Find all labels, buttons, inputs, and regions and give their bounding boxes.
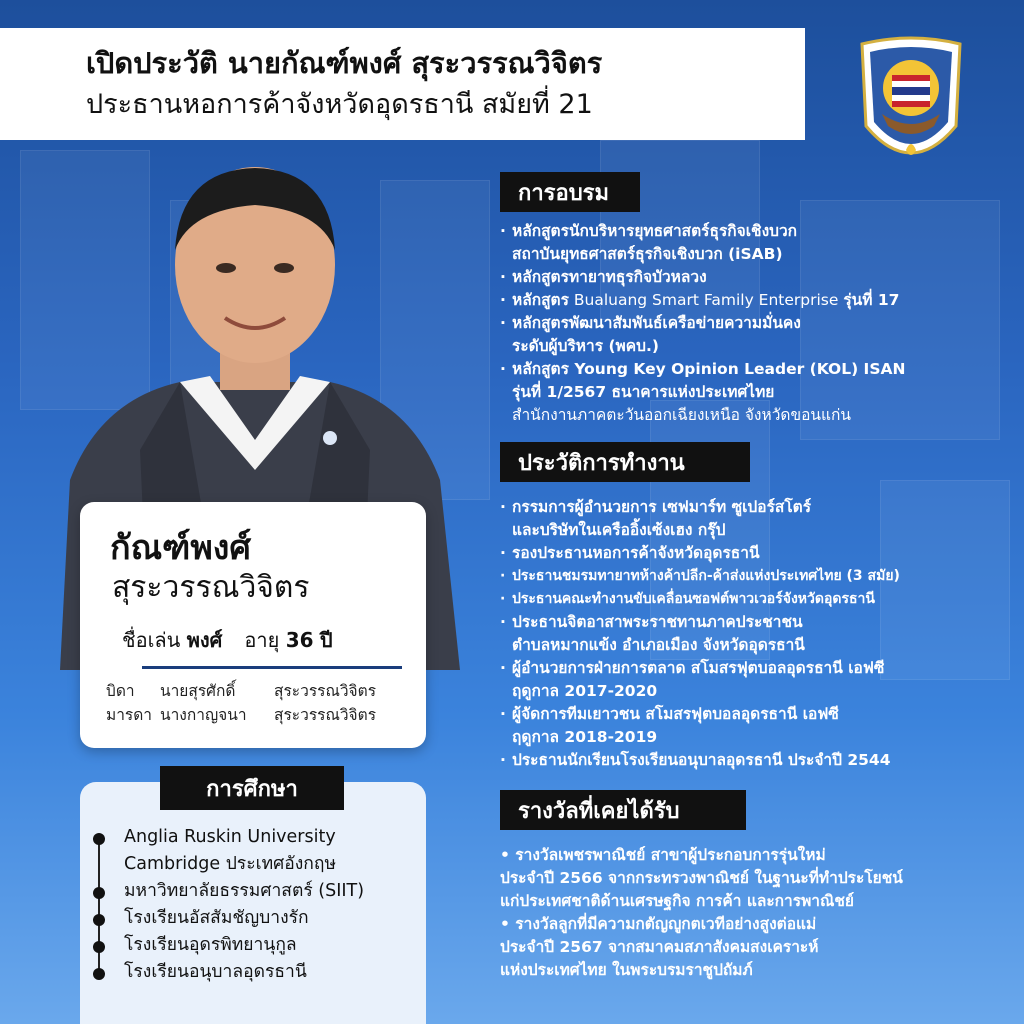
father-row: บิดา นายสุรศักดิ์ สุระวรรณวิจิตร [106, 682, 377, 700]
chamber-of-commerce-logo [852, 30, 970, 180]
list-item: · หลักสูตรพัฒนาสัมพันธ์เครือข่ายความมั่นคง ระดับผู้บริหาร (พคบ.) [500, 314, 801, 355]
card-divider [142, 666, 402, 669]
education-list [124, 824, 426, 986]
list-item: โรงเรียนอุดรพิทยานุกูล [124, 932, 426, 959]
awards-heading: รางวัลที่เคยได้รับ [500, 790, 746, 830]
list-item: · ประธานคณะทำงานขับเคลื่อนซอฟต์พาวเวอร์จังหวัดอุดรธานี [500, 591, 875, 607]
name-card [80, 502, 426, 748]
title-banner [0, 28, 805, 140]
list-item: Anglia Ruskin University Cambridge ประเทศอังกฤษ [124, 824, 426, 878]
award-line: ประจำปี 2566 จากกระทรวงพาณิชย์ ในฐานะที่ทำประโยชน์ [500, 869, 903, 887]
list-item: · ประธานนักเรียนโรงเรียนอนุบาลอุดรธานี ประจำปี 2544 [500, 751, 891, 769]
award-line: • รางวัลลูกที่มีความกตัญญูกตเวทีอย่างสูงต่อแม่ [500, 915, 817, 933]
age: อายุ 36 ปี [244, 628, 333, 652]
work-list [500, 496, 900, 772]
education-card [80, 782, 426, 1024]
training-heading: การอบรม [500, 172, 640, 212]
list-item: · หลักสูตรนักบริหารยุทธศาสตร์ธุรกิจเชิงบวก สถาบันยุทธศาสตร์ธุรกิจเชิงบวก (iSAB) [500, 222, 798, 263]
list-item: · หลักสูตร Bualuang Smart Family Enterprise รุ่นที่ 17 [500, 291, 900, 309]
list-item: · หลักสูตรทายาทธุรกิจบัวหลวง [500, 268, 707, 286]
list-item: · กรรมการผู้อำนวยการ เซฟมาร์ท ซูเปอร์สโตร์ และบริษัทในเครืออิ้งเซ้งเฮง กรุ๊ป [500, 498, 812, 539]
training-list [500, 220, 905, 427]
nickname-age-row [122, 624, 406, 656]
award-line: แห่งประเทศไทย ในพระบรมราชูปถัมภ์ [500, 961, 753, 979]
awards-text [500, 844, 903, 982]
award-line: แก่ประเทศชาติด้านเศรษฐกิจ การค้า และการพาณิชย์ [500, 892, 854, 910]
award-line: • รางวัลเพชรพาณิชย์ สาขาผู้ประกอบการรุ่นใหม่ [500, 846, 826, 864]
first-name: กัณฑ์พงศ์ [110, 528, 251, 568]
list-item: มหาวิทยาลัยธรรมศาสตร์ (SIIT) [124, 878, 426, 905]
list-item: · รองประธานหอการค้าจังหวัดอุดรธานี [500, 544, 760, 562]
list-item: · หลักสูตร Young Key Opinion Leader (KOL) ISAN รุ่นที่ 1/2567 ธนาคารแห่งประเทศไทย สำนักงานภาคตะวันออกเฉียงเหนือ จังหวัดขอนแก่น [500, 360, 906, 424]
list-item: โรงเรียนอนุบาลอุดรธานี [124, 959, 426, 986]
education-heading: การศึกษา [160, 766, 344, 810]
last-name: สุระวรรณวิจิตร [112, 570, 310, 605]
list-item: · ประธานชมรมทายาทห้างค้าปลีก-ค้าส่งแห่งประเทศไทย (3 สมัย) [500, 568, 900, 584]
list-item: · ผู้อำนวยการฝ่ายการตลาด สโมสรฟุตบอลอุดรธานี เอฟซี ฤดูกาล 2017-2020 [500, 659, 885, 700]
list-item: โรงเรียนอัสสัมชัญบางรัก [124, 905, 426, 932]
list-item: · ผู้จัดการทีมเยาวชน สโมสรฟุตบอลอุดรธานี เอฟซี ฤดูกาล 2018-2019 [500, 705, 839, 746]
award-line: ประจำปี 2567 จากสมาคมสภาสังคมสงเคราะห์ [500, 938, 819, 956]
mother-row: มารดา นางกาญจนา สุระวรรณวิจิตร [106, 706, 377, 724]
work-heading: ประวัติการทำงาน [500, 442, 750, 482]
page-title: เปิดประวัติ นายกัณฑ์พงศ์ สุระวรรณวิจิตร [86, 46, 603, 80]
page-subtitle: ประธานหอการค้าจังหวัดอุดรธานี สมัยที่ 21 [86, 89, 593, 120]
list-item: · ประธานจิตอาสาพระราชทานภาคประชาชน ตำบลหมากแข้ง อำเภอเมือง จังหวัดอุดรธานี [500, 613, 805, 654]
nickname: ชื่อเล่น พงศ์ [122, 628, 223, 652]
